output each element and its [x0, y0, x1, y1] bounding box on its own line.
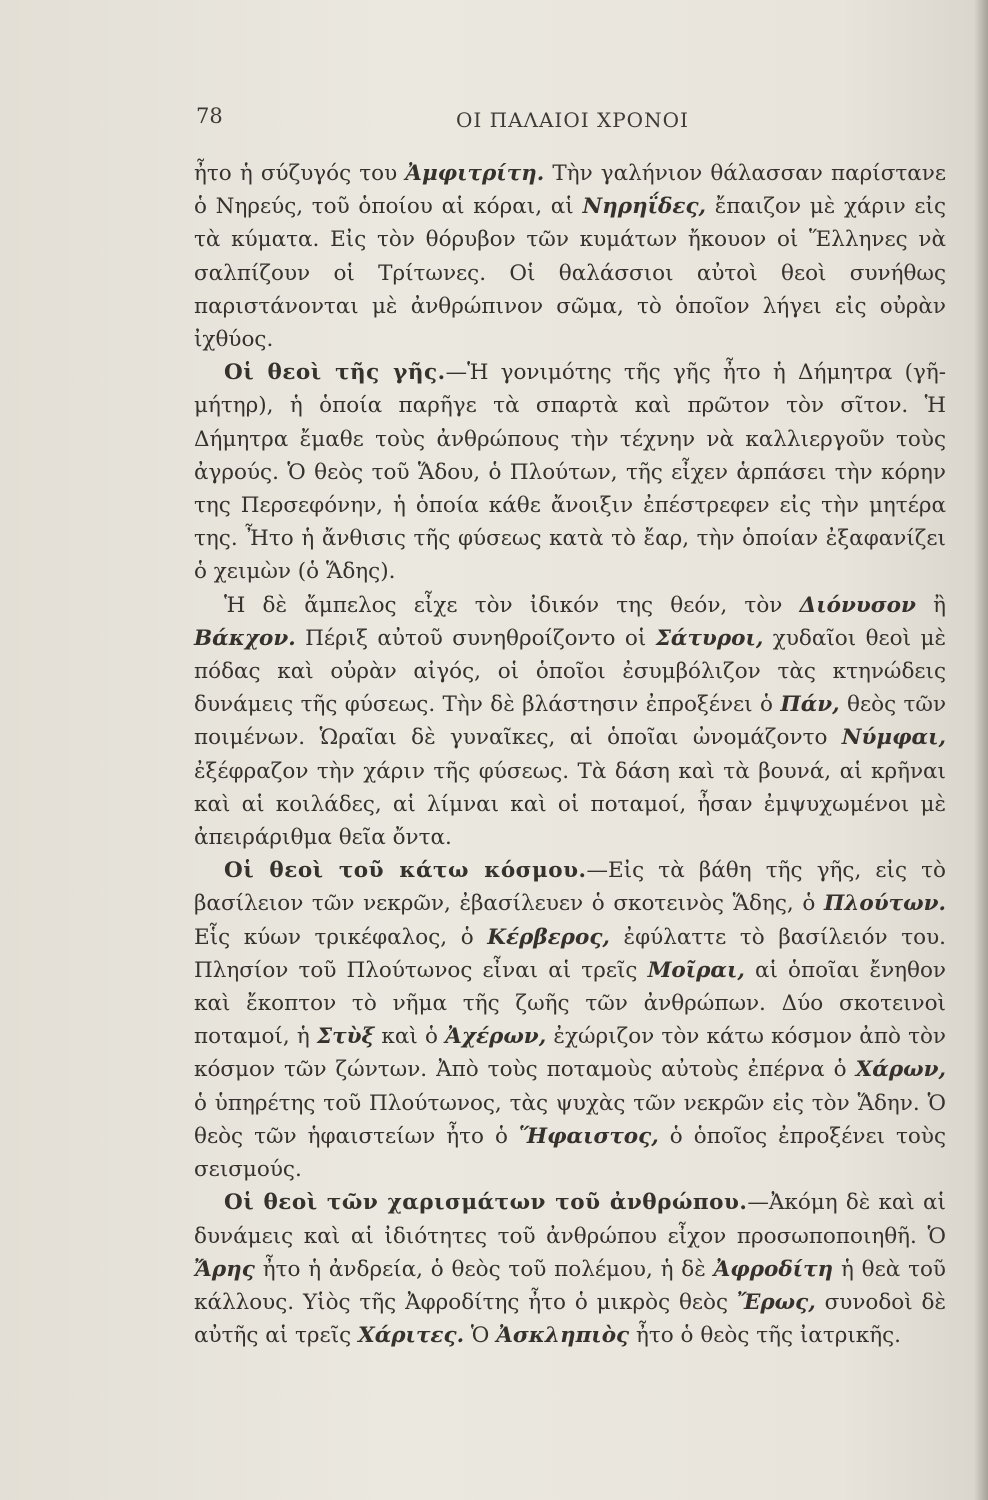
page-number: 78 [196, 104, 223, 128]
text-run: συνοδοὶ δὲ αὐτῆς αἱ τρεῖς [194, 1289, 946, 1349]
text-run: χυδαῖοι θεοὶ μὲ πόδας καὶ οὐρὰν αἰγός, οἱ ὁποῖοι ἐσυμβόλιζον τὰς κτηνώδεις δυνάμεις τῆς φύσεως. Τὴν δὲ βλάστησιν ἐπροξένει ὁ [194, 625, 946, 718]
paragraph-gods-of-earth [194, 356, 946, 588]
text-run: Ὁ [464, 1323, 497, 1349]
text-run: Ἡ δὲ ἄμπελος εἶχε τὸν ἰδικόν της θεόν, τὸν [224, 592, 800, 618]
text-run: ὁ ὑπηρέτης τοῦ Πλούτωνος, τὰς ψυχὰς τῶν νεκρῶν εἰς τὸν Ἅδην. Ὁ θεὸς τῶν ἡφαιστείων ἦτο ὁ [194, 1090, 946, 1149]
emphasized-name: Διόνυσον [799, 592, 916, 618]
page-edge-shadow [974, 0, 988, 1500]
emphasized-name: Χάριτες. [358, 1323, 465, 1349]
emphasized-name: Σάτυροι, [655, 625, 764, 651]
emphasized-name: Νηρηΐδες, [582, 194, 707, 220]
emphasized-name: Νύμφαι, [841, 725, 946, 751]
emphasized-name: Μοῖραι, [647, 957, 745, 983]
emphasized-name: Ἀσκληπιὸς [496, 1323, 630, 1349]
text-run: ἐφύλαττε τὸ βασίλειόν του. Πλησίον τοῦ Πλούτωνος εἶναι αἱ τρεῖς [194, 924, 946, 983]
text-run: θεὸς τῶν ποιμένων. Ὡραῖαι δὲ γυναῖκες, αἱ ὁποῖαι ὠνομάζοντο [194, 692, 947, 751]
emphasized-name: Στὺξ [316, 1024, 375, 1050]
paragraph-continued [194, 157, 946, 356]
emphasized-name: Κέρβερος, [487, 924, 610, 950]
emphasized-name: Βάκχον. [194, 625, 296, 651]
section-heading: Οἱ θεοὶ τοῦ κάτω κόσμου. [224, 858, 587, 884]
emphasized-name: Πάν, [780, 692, 840, 718]
running-head: ΟΙ ΠΑΛΑΙΟΙ ΧΡΟΝΟΙ [456, 108, 689, 132]
text-run: ἐξέφραζον τὴν χάριν τῆς φύσεως. Τὰ δάση καὶ τὰ βουνά, αἱ κρῆναι καὶ αἱ κοιλάδες, αἱ λίμναι καὶ οἱ ποταμοί, ἦσαν ἐμψυχωμένοι μὲ ἀπειράριθμα θεῖα ὄντα. [194, 758, 946, 851]
text-run: ἔπαιζον μὲ χάριν εἰς τὰ κύματα. Εἰς τὸν θόρυβον τῶν κυμάτων ἤκουον οἱ Ἕλληνες νὰ σαλπίζουν οἱ Τρίτωνες. Οἱ θαλάσσιοι αὐτοὶ θεοὶ συνήθως παριστάνονται μὲ ἀνθρώπινον σῶμα, τὸ ὁποῖον λήγει εἰς οὐρὰν ἰχθύος. [194, 194, 946, 353]
section-heading: Οἱ θεοὶ τῶν χαρισμάτων τοῦ ἀνθρώπου. [224, 1190, 748, 1216]
emphasized-name: Χάρων, [855, 1057, 946, 1083]
emphasized-name: Ἥφαιστος, [518, 1123, 659, 1149]
page-header [196, 100, 956, 140]
emphasized-name: Ἔρως, [736, 1289, 816, 1315]
text-run: ἡ θεὰ τοῦ κάλλους. Υἱὸς τῆς Ἀφροδίτης ἦτο ὁ μικρὸς θεὸς [194, 1256, 946, 1315]
paragraph-dionysus [194, 589, 946, 855]
text-run: ἦτο ὁ θεὸς τῆς ἰατρικῆς. [629, 1323, 901, 1349]
text-run: ἢ [915, 592, 947, 618]
text-run: Τὴν γαλήνιον θάλασσαν παρίστανε ὁ Νηρεύς, τοῦ ὁποίου αἱ κόραι, αἱ [194, 161, 946, 220]
text-run: —Ἀκόμη δὲ καὶ αἱ δυνάμεις καὶ αἱ ἰδιότητες τοῦ ἀνθρώπου εἶχον προσωποποιηθῆ. Ὁ [194, 1190, 946, 1249]
text-run: —Εἰς τὰ βάθη τῆς γῆς, εἰς τὸ βασίλειον τῶν νεκρῶν, ἐβασίλευεν ὁ σκοτεινὸς Ἅδης, ὁ [194, 858, 946, 917]
text-run: ἦτο ἡ σύζυγός του [194, 161, 406, 186]
emphasized-name: Ἄρης [194, 1256, 255, 1282]
section-heading: Οἱ θεοὶ τῆς γῆς. [224, 360, 446, 386]
text-run: ἐχώριζον τὸν κάτω κόσμον ἀπὸ τὸν κόσμον τῶν ζώντων. Ἀπὸ τοὺς ποταμοὺς αὐτοὺς ἐπέρνα ὁ [194, 1024, 946, 1083]
emphasized-name: Ἀχέρων, [445, 1024, 547, 1050]
body-text [194, 157, 946, 1352]
text-run: Εἷς κύων τρικέφαλος, ὁ [194, 924, 488, 950]
emphasized-name: Ἀμφιτρίτη. [405, 161, 545, 186]
text-run: —Ἡ γονιμότης τῆς γῆς ἦτο ἡ Δήμητρα (γῆ-μήτηρ), ἡ ὁποία παρῆγε τὰ σπαρτὰ καὶ πρῶτον τὸν σῖτον. Ἡ Δήμητρα ἔμαθε τοὺς ἀνθρώπους τὴν τέχνην νὰ καλλιεργοῦν τοὺς ἀγρούς. Ὁ θεὸς τοῦ Ἅδου, ὁ Πλούτων, τῆς εἶχεν ἁρπάσει τὴν κόρην της Περσεφόνην, ἡ ὁποία κάθε ἄνοιξιν ἐπέστρεφεν εἰς τὴν μητέρα της. Ἦτο ἡ ἄνθισις τῆς φύσεως κατὰ τὸ ἔαρ, τὴν ὁποίαν ἐξαφανίζει ὁ χειμὼν (ὁ Ἅδης). [194, 360, 946, 585]
text-run: καὶ ὁ [374, 1024, 446, 1050]
paragraph-human-gifts [194, 1186, 946, 1352]
emphasized-name: Πλούτων. [824, 891, 946, 917]
text-run: αἱ ὁποῖαι ἔνηθον καὶ ἔκοπτον τὸ νῆμα τῆς ζωῆς τῶν ἀνθρώπων. Δύο σκοτεινοὶ ποταμοί, ἡ [194, 957, 946, 1050]
paragraph-underworld [194, 854, 946, 1186]
text-run: Πέριξ αὐτοῦ συνηθροίζοντο οἱ [295, 625, 656, 651]
emphasized-name: Ἀφροδίτη [713, 1256, 834, 1282]
text-run: ὁ ὁποῖος ἐπροξένει τοὺς σεισμούς. [194, 1123, 946, 1183]
text-run: ἦτο ἡ ἀνδρεία, ὁ θεὸς τοῦ πολέμου, ἡ δὲ [254, 1256, 714, 1282]
